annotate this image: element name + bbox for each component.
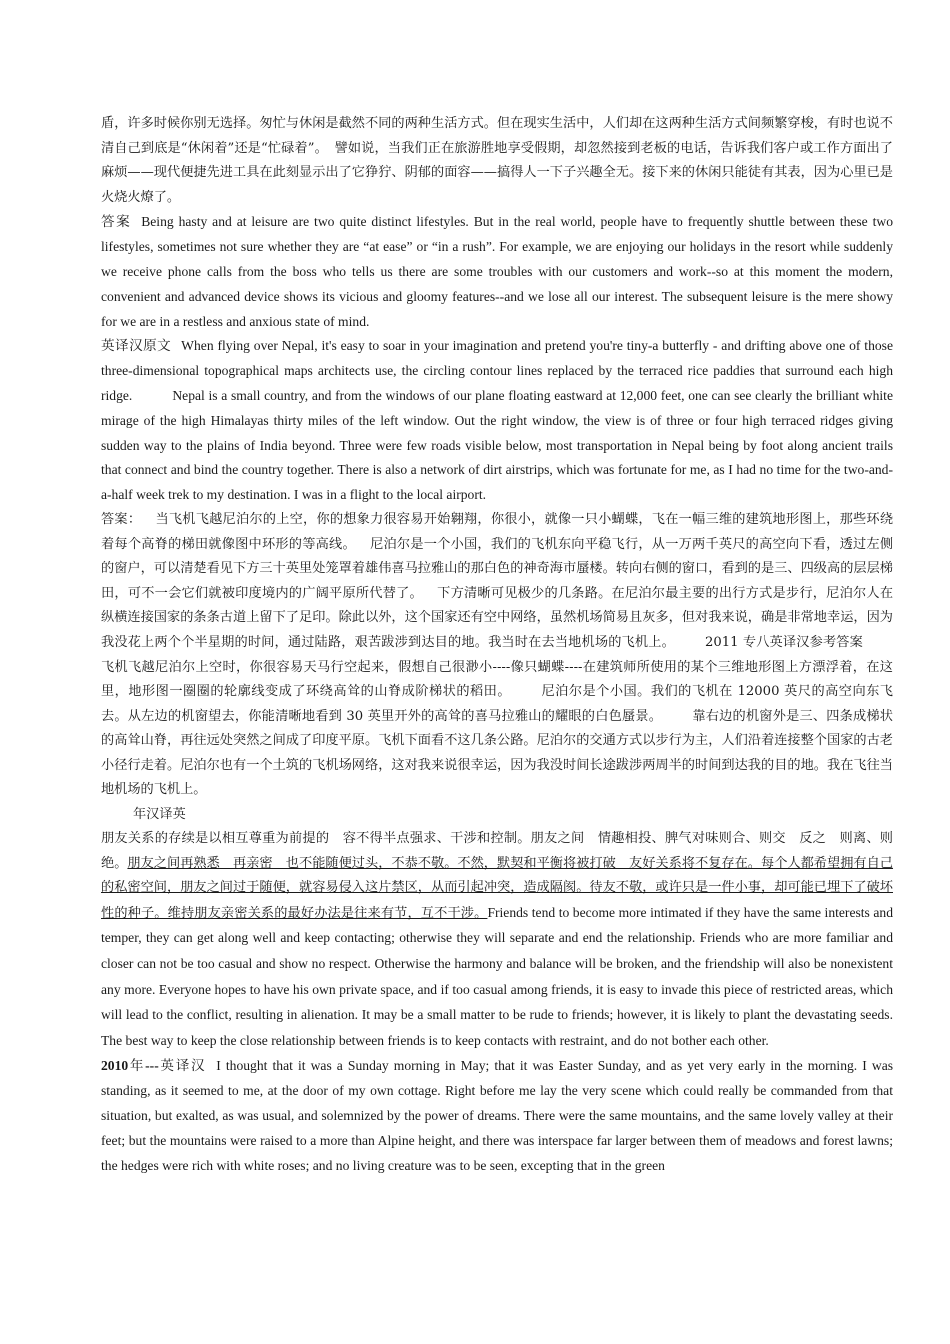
answer-label: 答案 [101, 214, 132, 230]
answer-1-text: Being hasty and at leisure are two quite distinct lifestyles. But in the real world, people have to frequently shuttle between these two lifestyles, sometimes not sure whether they are “at ease” or “in a rush”. For example, we are enjoying our holidays in the resort while suddenly we receive phone calls from the boss who tells us there are some troubles with our customers and work--so at this moment the modern, convenient and advanced device shows its vicious and gloomy features--and we lose all our interest. The subsequent leisure is the mere showy for we are in a restless and anxious state of mind. [101, 214, 894, 329]
reference-a: 飞机飞越尼泊尔上空时，你很容易天马行空起来，假想自己很渺小----像只蝴蝶----在建筑师所使用的某个三维地形图上方漂浮着，在这里，地形图一圈圈的轮廓线变成了环绕高耸的山脊成阶梯状的稻田。 [101, 659, 893, 700]
answer-2-a: 当飞机飞越尼泊尔的上空，你的想象力很容易开始翱翔，你很小，就像一只小蝴蝶，飞在一幅三维的建筑地形图上，那些环绕着每个高脊的梯田就像图中环形的等高线。 [101, 511, 894, 552]
y2010-label: 英译汉 [158, 1058, 207, 1074]
answer-1 [101, 210, 893, 334]
c2e-translation: Friends tend to become more intimated if they have the same interests and temper, they can get along well and keep contacting; otherwise they will separate and end the relationship. Friends who are more familiar and closer can not be too casual and show no respect. Otherwise the harmony and balance will be broken, and the friendship will also be nonexistent any more. Everyone hopes to have his own private space, and if too casual among friends, it is easy to invade this piece of restricted areas, which will lead to the conflict, resulting in alienation. It may be a small matter to be rude to friends; however, it is likely to plant the devastating seeds. The best way to keep the close relationship between friends is to keep contacts with restraint, and do not bother each other. [101, 904, 894, 1048]
y2010-mid: 年 [128, 1058, 146, 1074]
answer-2-b: 尼泊尔是一个小国，我们的飞机东向平稳飞行，从一万两千英尺的高空向下看，透过左侧的窗户，可以清楚看见下方三十英里处笼罩着雄伟喜马拉雅山的那白色的神奇海市蜃楼。转向右侧的窗口，看到的是三、四级高的层层梯田，可不一会它们就被印度境内的广阔平原所代替了。 [101, 536, 894, 601]
e2c-text-a: When flying over Nepal, it's easy to soar in your imagination and pretend you're tiny-a butterfly - and drifting above one of those three-dimensional topographical maps architects use, the circling contour lines replaced by the terraced rice paddies that surround each high ridge. [101, 338, 893, 403]
y2010-section [101, 1054, 893, 1178]
document-page [101, 112, 893, 1178]
c2e-source [101, 827, 893, 1054]
e2c-text-b: Nepal is a small country, and from the windows of our plane floating eastward at 12,000 feet, one can see clearly the brilliant white mirage of the high Himalayas thirty miles of the left window. Out the right window, the view is of three or four high terraced ridges giving sudden way to the plains of India beyond. Three were few roads visible below, most transportation in Nepal being by foot along ancient trails that connect and bind the country together. There is also a network of dirt airstrips, which was fortunate for me, as I had no time for the two-and-a-half week trek to my destination. I was in a flight to the local airport. [101, 387, 893, 503]
reference-c: 靠右边的机窗外是三、四条成梯状的高耸山脊，再往远处突然之间成了印度平原。飞机下面看不这几条公路。尼泊尔的交通方式以步行为主，人们沿着连接整个国家的古老小径行走着。尼泊尔也有一个土筑的飞机场网络，这对我来说很幸运，因为我没时间长途跋涉两周半的时间到达我的目的地。我在飞往当地机场的飞机上。 [101, 708, 893, 798]
answer-2-label: 答案： [101, 511, 142, 527]
c2e-heading: 年汉译英 [133, 807, 186, 823]
c2e-text-a: 朋友关系的存续是以相互尊重为前提的 容不得半点强求、干涉和控制。朋友之间 情趣相投、脾气对味则合、则交 反之 则离、则绝。 [101, 831, 893, 871]
answer-2-c: 下方清晰可见极少的几条路。在尼泊尔最主要的出行方式是步行，尼泊尔人在纵横连接国家的条条古道上留下了足印。除此以外，这个国家还有空中网络，虽然机场简易且灰多，但对我来说，确是非常地幸运，因为我没花上两个个半星期的时间，通过陆路，艰苦跋涉到达目的地。我当时在去当地机场的飞机上。 [101, 585, 894, 650]
y2010-dash: --- [145, 1058, 159, 1074]
e2c-label: 英译汉原文 [101, 338, 172, 354]
reference-label: 2011 专八英译汉参考答案 [704, 634, 863, 650]
c2e-underlined-text: 朋友之间再熟悉 再亲密 也不能随便过头，不恭不敬。不然，默契和平衡将被打破 友好关系将不复存在。每个人都希望拥有自己的私密空间，朋友之间过于随便，就容易侵入这片禁区，从而引起冲突，造成隔阂。待友不敬，或许只是一件小事，却可能已埋下了破坏性的种子。维持朋友亲密关系的最好办法是往来有节，互不干涉。 [101, 855, 894, 921]
reference-b: 尼泊尔是个小国。我们的飞机在 12000 英尺的高空向东飞去。从左边的机窗望去，你能清晰地看到 30 英里开外的高耸的喜马拉雅山的耀眼的白色蜃景。 [101, 684, 893, 724]
e2c-source [101, 334, 893, 508]
paragraph-cn-intro: 盾，许多时候你别无选择。匆忙与休闲是截然不同的两种生活方式。但在现实生活中，人们却在这两种生活方式间频繁穿梭，有时也说不清自己到底是“休闲着”还是“忙碌着”。 譬如说，当我们正在旅游胜地享受假期，却忽然接到老板的电话，告诉我们客户或工作方面出了麻烦——现代便捷先进工具在此刻显示出了它狰狞、阴郁的面容——搞得人一下子兴趣全无。接下来的休闲只能徒有其表，因为心里已是火烧火燎了。 [101, 116, 893, 205]
answer-2 [101, 508, 893, 803]
y2010-year: 2010 [101, 1058, 129, 1074]
y2010-text: I thought that it was a Sunday morning in May; that it was Easter Sunday, and as yet very early in the morning. I was standing, as it seemed to me, at the door of my own cottage. Right before me lay the very scene which could really be commanded from that situation, but exalted, as was usual, and solemnized by the power of dreams. There were the same mountains, and the same lovely valley at their feet; but the mountains were raised to a more than Alpine height, and there was interspace far larger between them of meadows and forest lawns; the hedges were rich with white roses; and no living creature was to be seen, excepting that in the green [101, 1058, 894, 1173]
